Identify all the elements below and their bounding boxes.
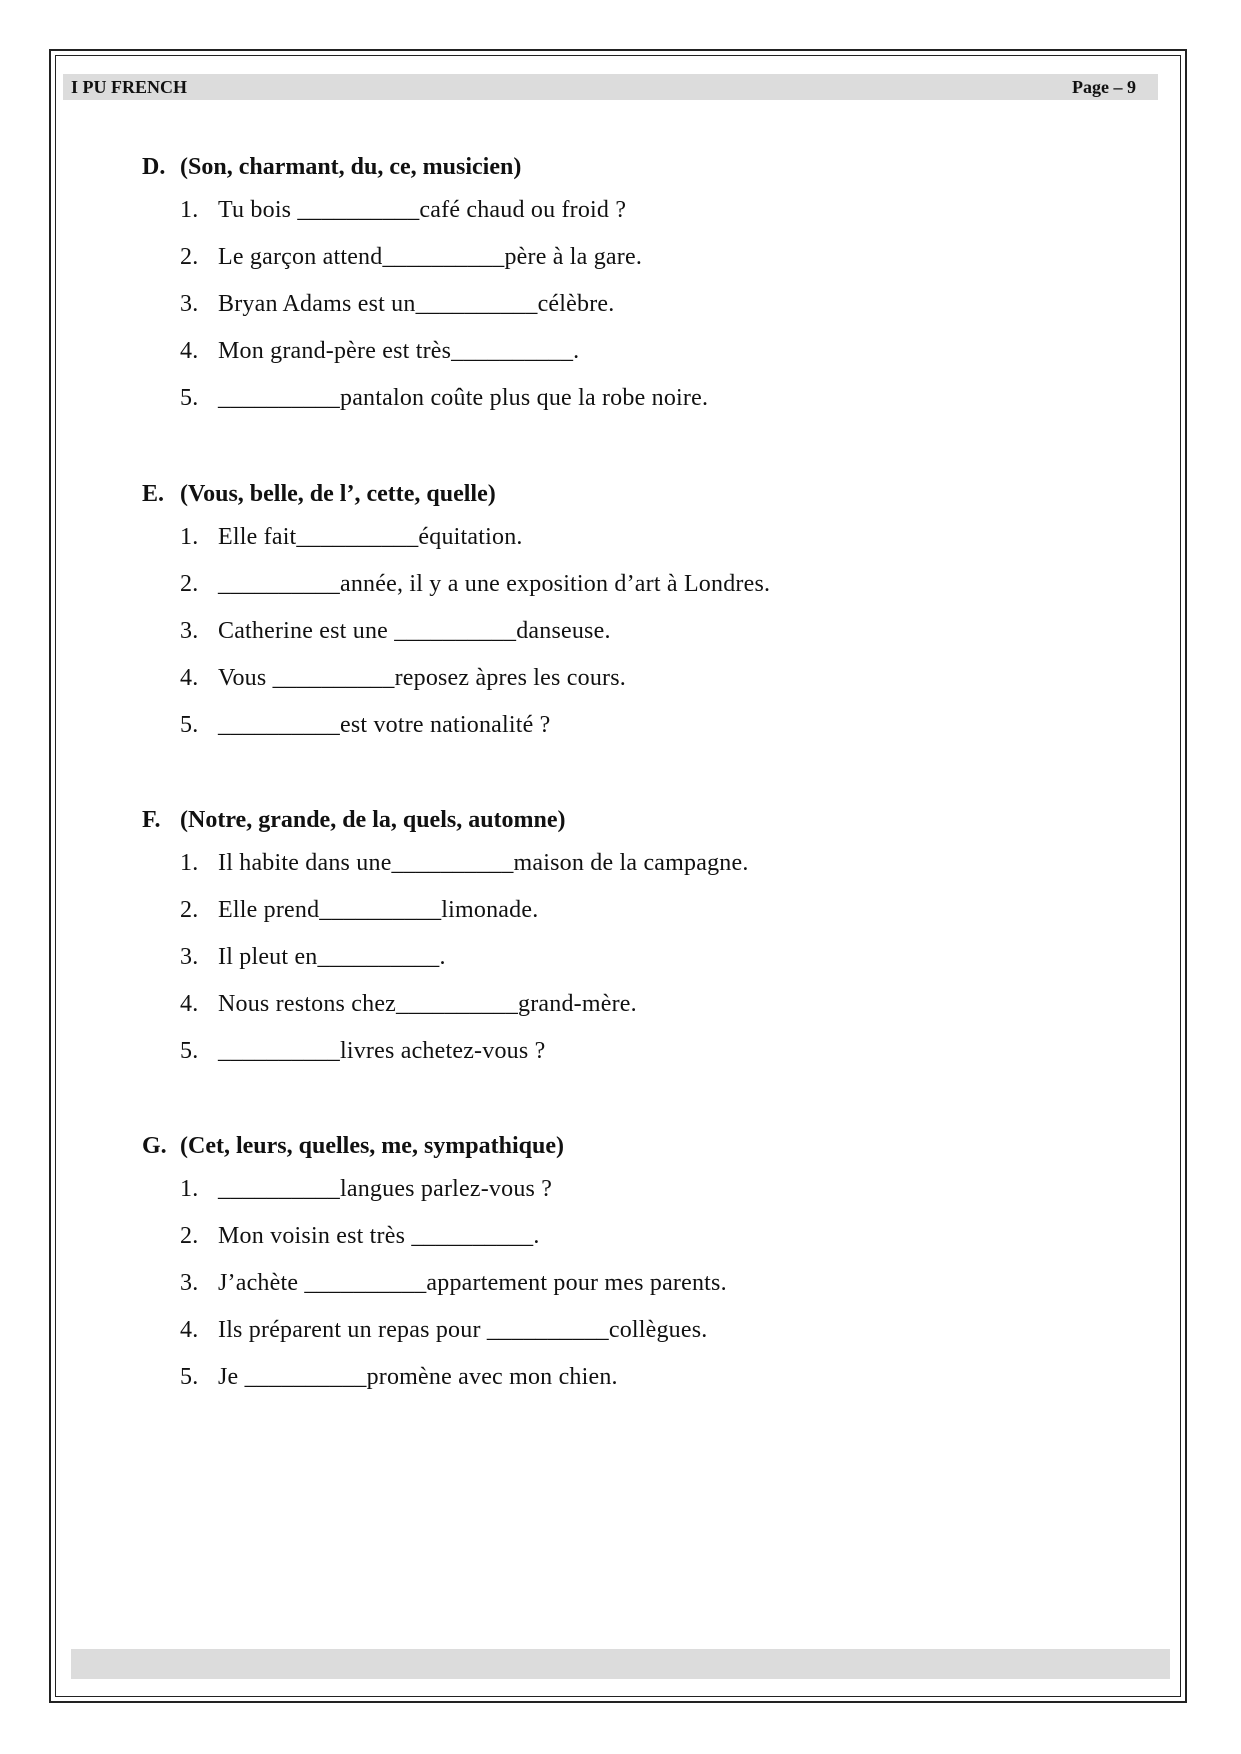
item-number: 2. — [180, 897, 199, 923]
exercise-item — [142, 655, 1142, 702]
item-number: 5. — [180, 1364, 199, 1390]
section-title — [142, 474, 1142, 514]
item-sentence: __________livres achetez-vous ? — [218, 1038, 546, 1064]
exercise-item — [142, 840, 1142, 887]
item-sentence: Tu bois __________café chaud ou froid ? — [218, 197, 627, 223]
item-sentence: Vous __________reposez àpres les cours. — [218, 665, 626, 691]
word-bank: (Notre, grande, de la, quels, automne) — [180, 807, 566, 833]
item-number: 5. — [180, 385, 199, 411]
exercise-item — [142, 187, 1142, 234]
exercise-item — [142, 234, 1142, 281]
exercise-item — [142, 981, 1142, 1028]
exercise-item — [142, 934, 1142, 981]
exercise-section-d — [142, 147, 1142, 422]
item-sentence: Il pleut en__________. — [218, 944, 446, 970]
page-number: Page – 9 — [1072, 77, 1136, 97]
section-letter: D. — [142, 154, 166, 180]
word-bank: (Cet, leurs, quelles, me, sympathique) — [180, 1133, 564, 1159]
section-letter: E. — [142, 481, 165, 507]
exercise-section-g — [142, 1126, 1142, 1401]
item-sentence: __________est votre nationalité ? — [218, 712, 551, 738]
item-sentence: Elle prend__________limonade. — [218, 897, 539, 923]
item-sentence: Mon voisin est très __________. — [218, 1223, 540, 1249]
item-number: 4. — [180, 1317, 199, 1343]
item-number: 2. — [180, 1223, 199, 1249]
item-number: 4. — [180, 338, 199, 364]
item-sentence: Elle fait__________équitation. — [218, 524, 523, 550]
page-footer — [71, 1649, 1170, 1679]
item-number: 3. — [180, 1270, 199, 1296]
item-sentence: Bryan Adams est un__________célèbre. — [218, 291, 615, 317]
item-number: 3. — [180, 944, 199, 970]
item-sentence: __________année, il y a une exposition d’art à Londres. — [218, 571, 771, 597]
exercise-item — [142, 1166, 1142, 1213]
item-number: 2. — [180, 571, 199, 597]
section-letter: F. — [142, 807, 161, 833]
exercise-item — [142, 514, 1142, 561]
exercise-item — [142, 375, 1142, 422]
item-number: 1. — [180, 850, 199, 876]
exercise-item — [142, 1213, 1142, 1260]
course-title: I PU FRENCH — [71, 77, 187, 97]
section-letter: G. — [142, 1133, 167, 1159]
section-title — [142, 800, 1142, 840]
item-number: 4. — [180, 991, 199, 1017]
exercise-section-e — [142, 474, 1142, 749]
exercise-item — [142, 702, 1142, 749]
exercise-item — [142, 887, 1142, 934]
exercise-item — [142, 1260, 1142, 1307]
word-bank: (Vous, belle, de l’, cette, quelle) — [180, 481, 496, 507]
exercise-item — [142, 1354, 1142, 1401]
exercise-item — [142, 561, 1142, 608]
exercise-item — [142, 1028, 1142, 1075]
item-sentence: Mon grand-père est très__________. — [218, 338, 580, 364]
item-sentence: J’achète __________appartement pour mes parents. — [218, 1270, 727, 1296]
item-number: 1. — [180, 1176, 199, 1202]
item-sentence: Catherine est une __________danseuse. — [218, 618, 611, 644]
item-sentence: __________pantalon coûte plus que la robe noire. — [218, 385, 709, 411]
item-sentence: Le garçon attend__________père à la gare. — [218, 244, 643, 270]
item-sentence: Il habite dans une__________maison de la campagne. — [218, 850, 749, 876]
exercise-item — [142, 1307, 1142, 1354]
item-number: 1. — [180, 197, 199, 223]
exercise-item — [142, 328, 1142, 375]
exercise-section-f — [142, 800, 1142, 1075]
item-number: 4. — [180, 665, 199, 691]
item-sentence: __________langues parlez-vous ? — [218, 1176, 553, 1202]
item-sentence: Ils préparent un repas pour __________collègues. — [218, 1317, 708, 1343]
item-number: 5. — [180, 1038, 199, 1064]
item-number: 3. — [180, 618, 199, 644]
exercise-item — [142, 281, 1142, 328]
item-sentence: Nous restons chez__________grand-mère. — [218, 991, 637, 1017]
item-number: 5. — [180, 712, 199, 738]
section-title — [142, 1126, 1142, 1166]
section-title — [142, 147, 1142, 187]
item-number: 3. — [180, 291, 199, 317]
item-number: 1. — [180, 524, 199, 550]
word-bank: (Son, charmant, du, ce, musicien) — [180, 154, 522, 180]
page-header — [63, 74, 1158, 100]
exercise-item — [142, 608, 1142, 655]
item-number: 2. — [180, 244, 199, 270]
item-sentence: Je __________promène avec mon chien. — [218, 1364, 618, 1390]
